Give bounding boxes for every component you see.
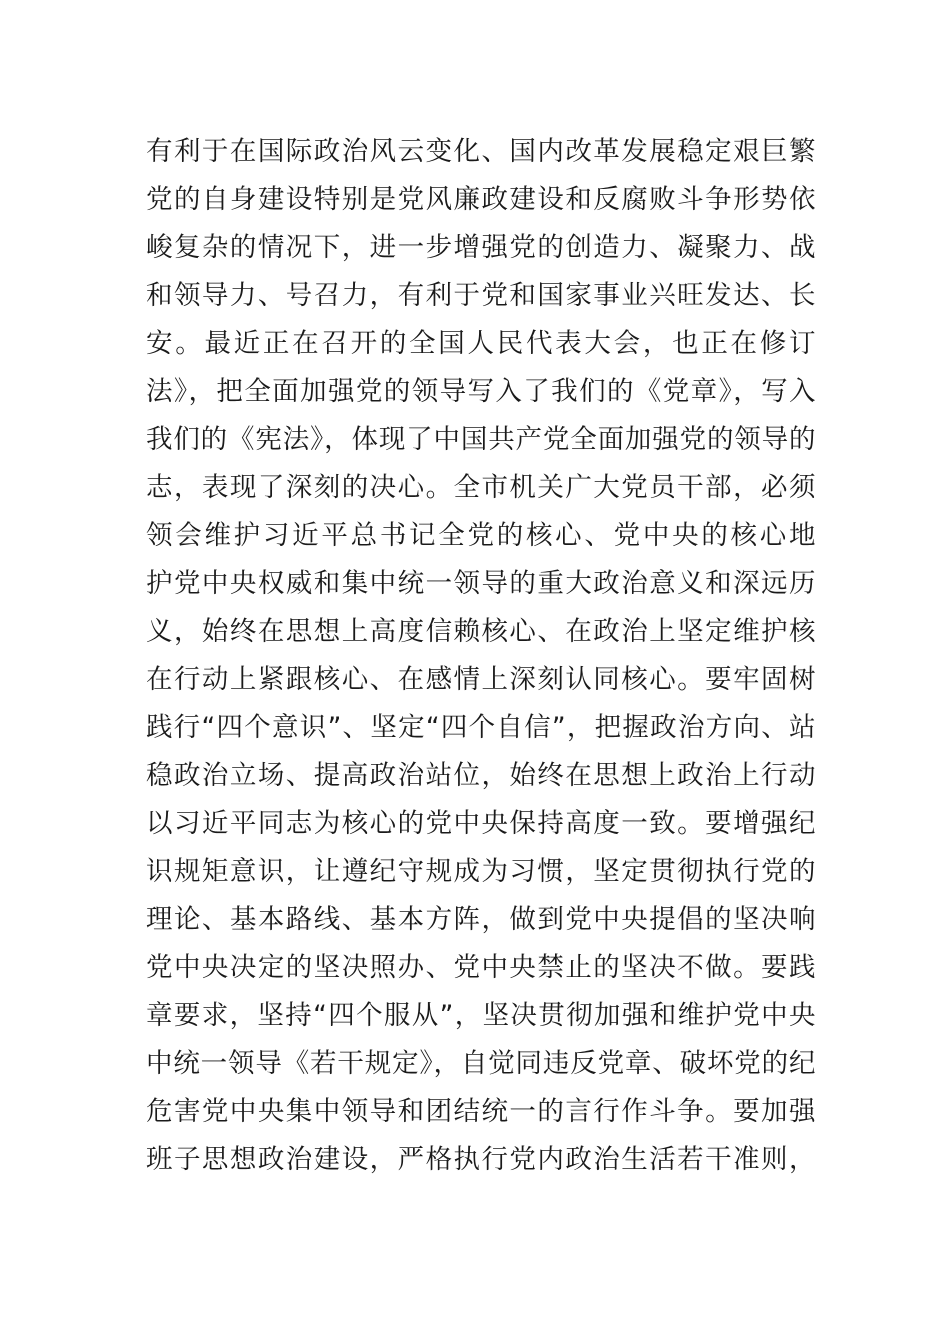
- text-line: 义，始终在思想上高度信赖核心、在政治上坚定维护核: [146, 616, 816, 647]
- text-line: 党的自身建设特别是党风廉政建设和反腐败斗争形势依: [146, 184, 816, 215]
- text-line: 和领导力、号召力，有利于党和国家事业兴旺发达、长: [146, 280, 816, 311]
- text-line: 践行“四个意识”、坚定“四个自信”，把握政治方向、站: [146, 712, 816, 743]
- text-line: 班子思想政治建设，严格执行党内政治生活若干准则，: [146, 1144, 816, 1175]
- text-line: 理论、基本路线、基本方阵，做到党中央提倡的坚决响: [146, 904, 816, 935]
- text-line: 峻复杂的情况下，进一步增强党的创造力、凝聚力、战: [146, 232, 816, 263]
- text-line: 安。最近正在召开的全国人民代表大会，也正在修订: [146, 328, 816, 359]
- text-line: 党中央决定的坚决照办、党中央禁止的坚决不做。要践: [146, 952, 816, 983]
- text-line: 有利于在国际政治风云变化、国内改革发展稳定艰巨繁: [146, 136, 816, 167]
- text-line: 章要求，坚持“四个服从”，坚决贯彻加强和维护党中央: [146, 1000, 816, 1031]
- text-line: 以习近平同志为核心的党中央保持高度一致。要增强纪: [146, 808, 816, 839]
- text-line: 识规矩意识，让遵纪守规成为习惯，坚定贯彻执行党的: [146, 856, 816, 887]
- text-line: 护党中央权威和集中统一领导的重大政治意义和深远历: [146, 568, 816, 599]
- text-line: 在行动上紧跟核心、在感情上深刻认同核心。要牢固树: [146, 664, 816, 695]
- text-line: 危害党中央集中领导和团结统一的言行作斗争。要加强: [146, 1096, 816, 1127]
- text-line: 我们的《宪法》，体现了中国共产党全面加强党的领导的: [146, 424, 816, 455]
- text-line: 志，表现了深刻的决心。全市机关广大党员干部，必须: [146, 472, 816, 503]
- body-text: [146, 128, 816, 1184]
- text-line: 中统一领导《若干规定》，自觉同违反党章、破坏党的纪: [146, 1048, 816, 1079]
- text-line: 领会维护习近平总书记全党的核心、党中央的核心地: [146, 520, 816, 551]
- text-line: 法》，把全面加强党的领导写入了我们的《党章》，写入: [146, 376, 816, 407]
- text-line: 稳政治立场、提高政治站位，始终在思想上政治上行动: [146, 760, 816, 791]
